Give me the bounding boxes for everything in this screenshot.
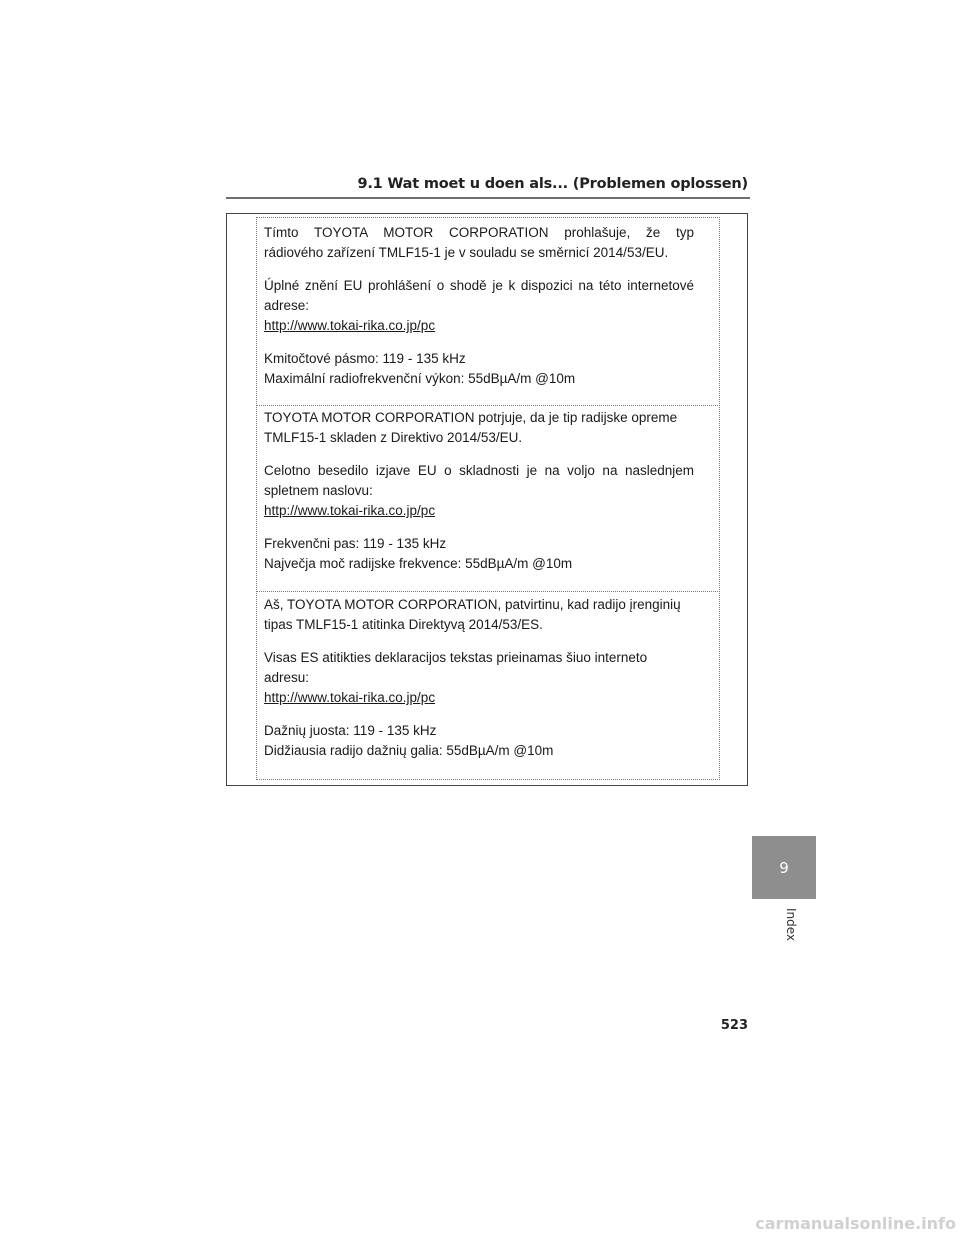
max-power: Maximální radiofrekvenční výkon: 55dBµA/m @10m [264, 371, 576, 386]
frequency-band: Frekvenčni pas: 119 - 135 kHz [264, 536, 447, 551]
declaration-line: adrese: [264, 298, 310, 313]
section-separator [256, 591, 720, 592]
declaration-line: TOYOTA MOTOR CORPORATION potrjuje, da je tip radijske opreme [264, 410, 678, 425]
max-power: Didžiausia radijo dažnių galia: 55dBµA/m @10m [264, 743, 554, 758]
declaration-slovenian [264, 408, 694, 574]
declaration-link[interactable]: http://www.tokai-rika.co.jp/pc [264, 318, 436, 333]
declaration-link[interactable]: http://www.tokai-rika.co.jp/pc [264, 690, 436, 705]
watermark: carmanualsonline.info [755, 1214, 956, 1233]
declaration-line: Visas ES atitikties deklaracijos tekstas prieinamas šiuo interneto [264, 650, 648, 665]
frequency-band: Dažnių juosta: 119 - 135 kHz [264, 723, 437, 738]
declaration-line: rádiového zařízení TMLF15-1 je v souladu se směrnicí 2014/53/EU. [264, 245, 669, 260]
declaration-czech [264, 223, 694, 389]
frequency-band: Kmitočtové pásmo: 119 - 135 kHz [264, 351, 466, 366]
page-number: 523 [720, 1018, 748, 1033]
declaration-line: Úplné znění EU prohlášení o shodě je k dispozici na této internetové [264, 278, 694, 293]
declaration-line: spletnem naslovu: [264, 483, 373, 498]
declaration-line: adresu: [264, 670, 310, 685]
chapter-tab[interactable] [752, 836, 816, 899]
declaration-line: Celotno besedilo izjave EU o skladnosti je na voljo na naslednjem [264, 463, 694, 478]
header-rule [226, 197, 750, 199]
declaration-line: TMLF15-1 skladen z Direktivo 2014/53/EU. [264, 430, 523, 445]
max-power: Največja moč radijske frekvence: 55dBµA/m @10m [264, 556, 573, 571]
chapter-label: Index [784, 908, 798, 942]
section-separator [256, 405, 720, 406]
declaration-line: tipas TMLF15-1 atitinka Direktyvą 2014/53/ES. [264, 617, 543, 632]
declaration-line: Tímto TOYOTA MOTOR CORPORATION prohlašuje, že typ [264, 225, 694, 240]
section-header: 9.1 Wat moet u doen als... (Problemen oplossen) [357, 176, 748, 192]
declaration-line: Aš, TOYOTA MOTOR CORPORATION, patvirtinu, kad radijo įrenginių [264, 597, 681, 612]
declaration-lithuanian [264, 595, 694, 761]
chapter-number: 9 [779, 858, 789, 877]
declaration-link[interactable]: http://www.tokai-rika.co.jp/pc [264, 503, 436, 518]
